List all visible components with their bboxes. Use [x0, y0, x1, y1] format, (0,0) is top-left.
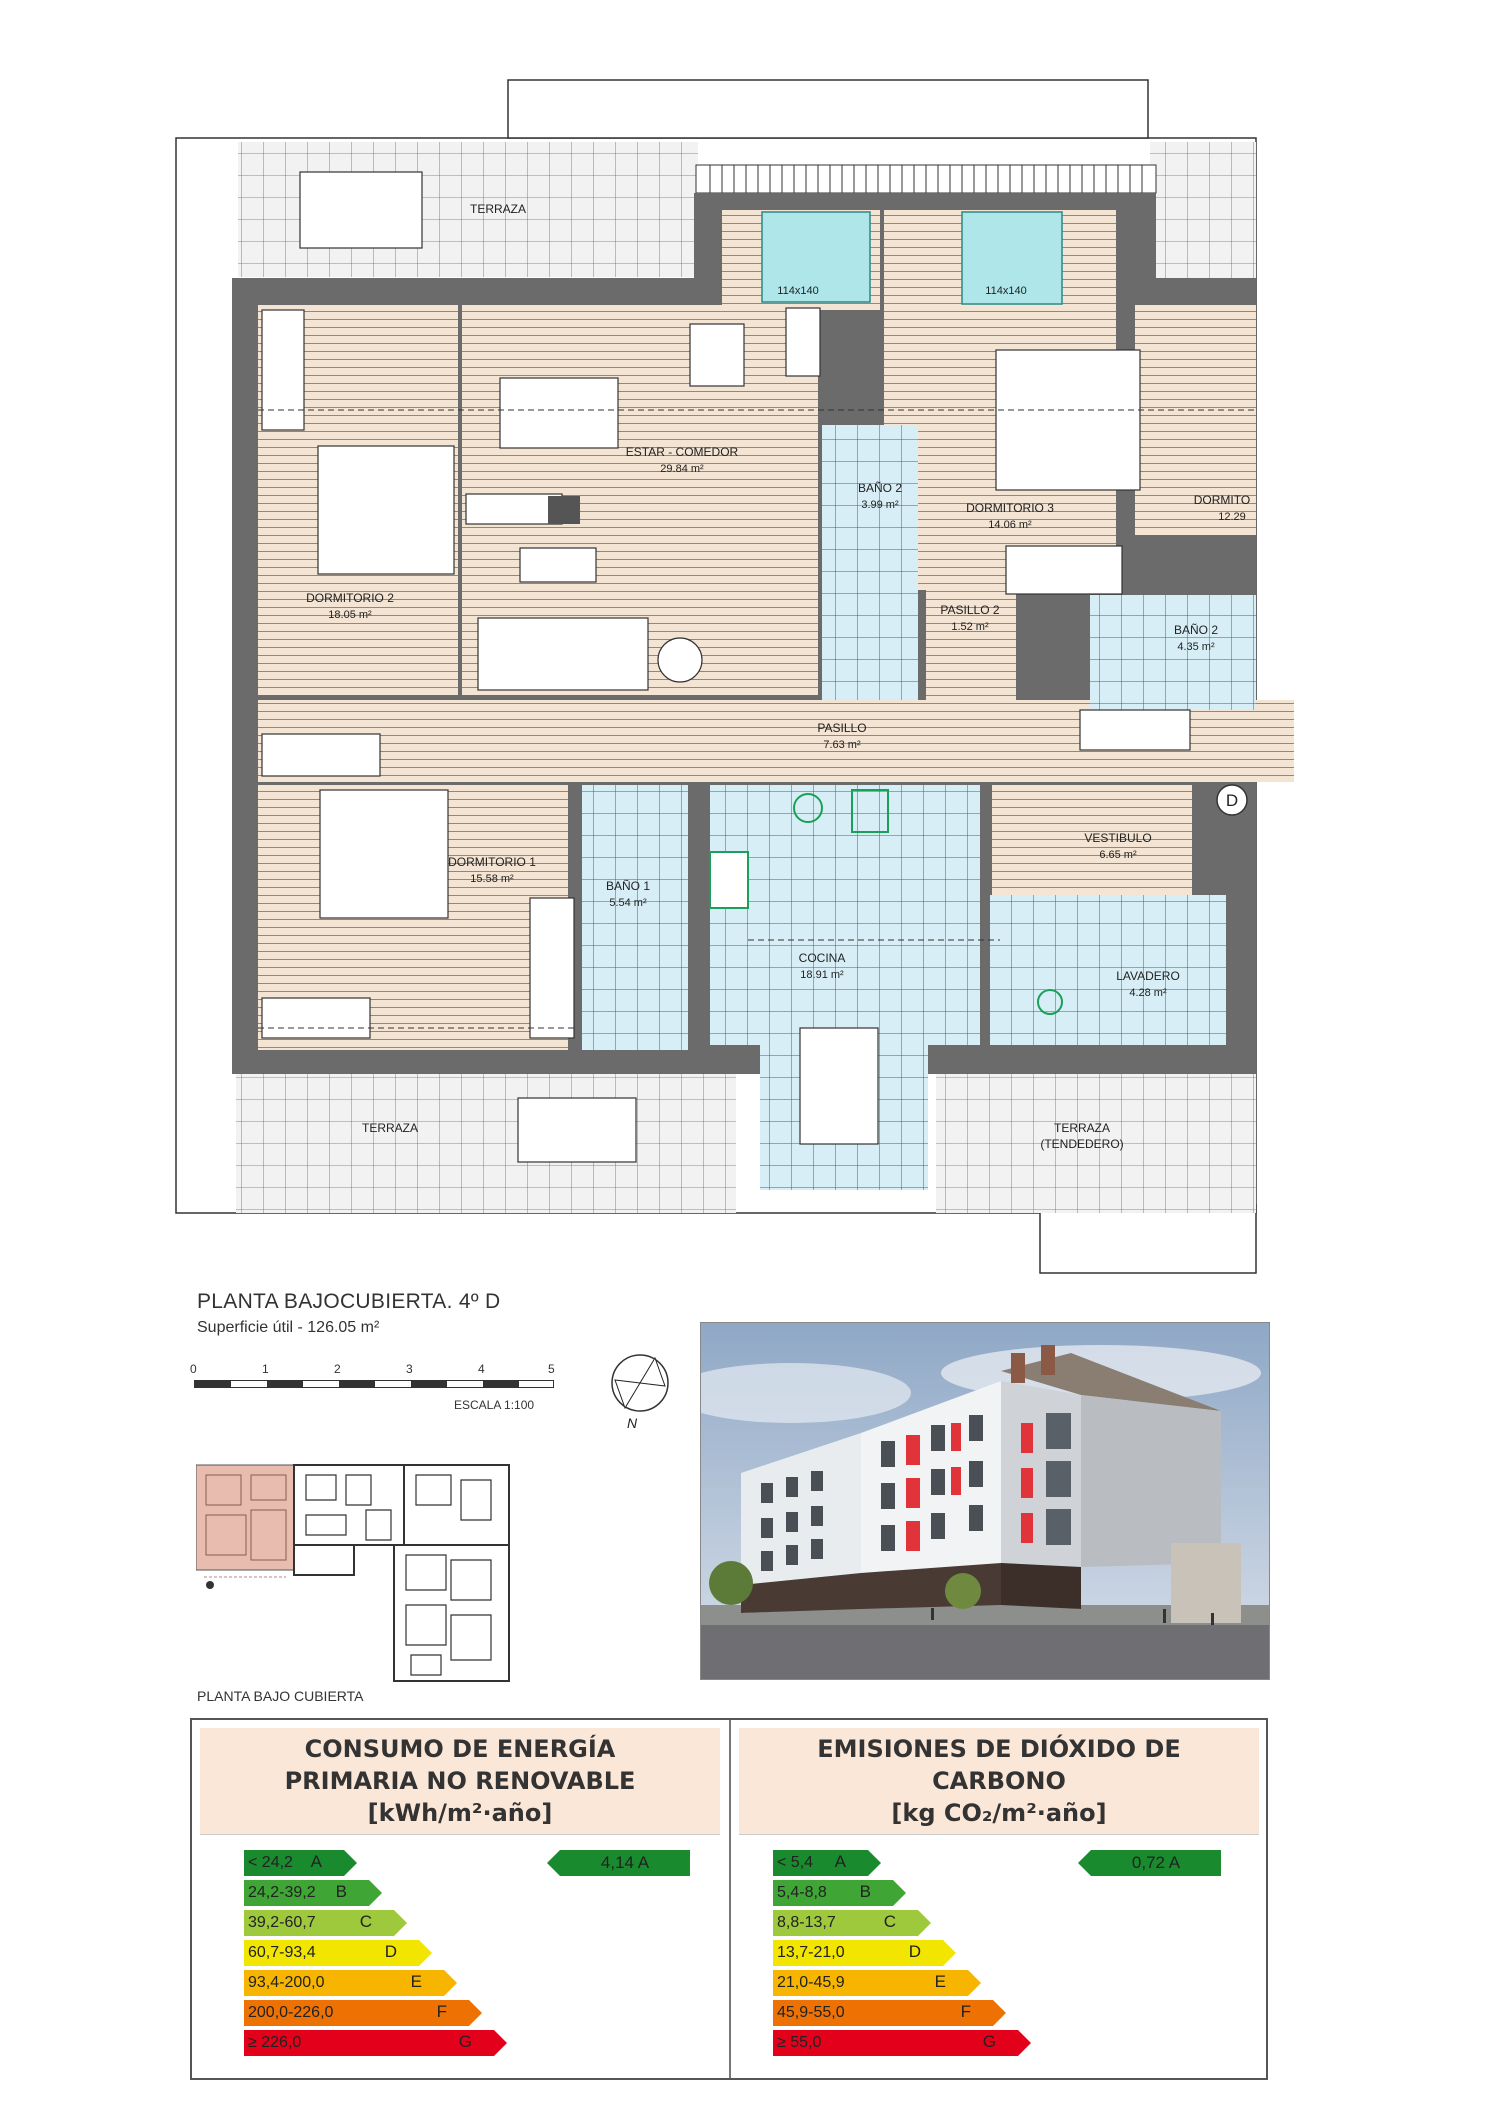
rating-range: 200,0-226,0 — [248, 2004, 334, 2021]
scale-tick: 4 — [478, 1362, 485, 1376]
rating-bar-a — [244, 1850, 344, 1876]
header-line: PRIMARIA NO RENOVABLE — [284, 1767, 636, 1795]
room-name: PASILLO — [817, 721, 867, 735]
room-name: LAVADERO — [1116, 969, 1180, 983]
energy-consumption-header — [200, 1728, 720, 1835]
skylight-label: 114x140 — [985, 285, 1027, 297]
rating-letter: A — [310, 1852, 322, 1871]
room-name: COCINA — [798, 951, 846, 965]
energy-certificate — [190, 1718, 1268, 2080]
room-area: 15.58 m² — [470, 873, 514, 885]
rating-range: 45,9-55,0 — [777, 2004, 845, 2021]
header-line: CARBONO — [932, 1767, 1066, 1795]
room-name: DORMITORIO 3 — [966, 501, 1054, 515]
rating-range: 13,7-21,0 — [777, 1944, 845, 1961]
room-area: 6.65 m² — [1099, 849, 1137, 861]
rating-letter: B — [859, 1882, 871, 1901]
key-plan — [196, 1455, 516, 1683]
scale-tick: 1 — [262, 1362, 269, 1376]
co2-emissions-value: 0,72 A — [1091, 1850, 1221, 1876]
room-name: ESTAR - COMEDOR — [625, 445, 739, 459]
header-line: [kg CO₂/m²·año] — [891, 1799, 1107, 1827]
room-area: 1.52 m² — [951, 621, 989, 633]
room-name: TERRAZA — [1053, 1121, 1111, 1135]
rating-letter: F — [960, 2002, 971, 2021]
header-line: CONSUMO DE ENERGÍA — [304, 1735, 616, 1763]
room-name: TERRAZA — [361, 1121, 419, 1135]
north-label: N — [627, 1415, 638, 1431]
energy-consumption-value: 4,14 A — [560, 1850, 690, 1876]
scale-bar — [190, 1362, 560, 1422]
rating-range: 21,0-45,9 — [777, 1974, 845, 1991]
scale-label: ESCALA 1:100 — [454, 1398, 535, 1412]
plan-subtitle: Superficie útil - 126.05 m² — [197, 1319, 380, 1336]
room-area: 7.63 m² — [823, 739, 861, 751]
rating-range: 8,8-13,7 — [777, 1914, 836, 1931]
north-arrow-icon — [605, 1348, 675, 1432]
header-line: EMISIONES DE DIÓXIDO DE — [817, 1735, 1181, 1763]
rating-bar-e — [773, 1970, 968, 1996]
room-area: 4.28 m² — [1129, 987, 1167, 999]
scale-tick: 5 — [548, 1362, 555, 1376]
room-name: TERRAZA — [469, 202, 527, 216]
rating-letter: C — [883, 1912, 896, 1931]
room-area: 18.05 m² — [328, 609, 372, 621]
room-area: 5.54 m² — [609, 897, 647, 909]
rating-bar-b — [773, 1880, 893, 1906]
room-name: DORMITO — [1193, 493, 1251, 507]
header-line: [kWh/m²·año] — [367, 1799, 553, 1827]
room-name: DORMITORIO 2 — [306, 591, 394, 605]
rating-range: 60,7-93,4 — [248, 1944, 316, 1961]
room-name: DORMITORIO 1 — [448, 855, 536, 869]
co2-emissions-header — [739, 1728, 1259, 1835]
rating-letter: E — [410, 1972, 422, 1991]
rating-range: ≥ 55,0 — [777, 2034, 822, 2051]
door-marker-label: D — [1225, 791, 1239, 810]
room-name: PASILLO 2 — [940, 603, 1000, 617]
rating-bar-d — [773, 1940, 943, 1966]
scale-tick: 3 — [406, 1362, 413, 1376]
room-area: 4.35 m² — [1177, 641, 1215, 653]
room-area: (TENDEDERO) — [1040, 1137, 1124, 1151]
rating-bar-g — [244, 2030, 494, 2056]
scale-tick: 0 — [190, 1362, 197, 1376]
rating-letter: G — [458, 2032, 472, 2051]
rating-bar-e — [244, 1970, 444, 1996]
rating-range: 5,4-8,8 — [777, 1884, 827, 1901]
rating-range: 93,4-200,0 — [248, 1974, 325, 1991]
rating-letter: D — [908, 1942, 921, 1961]
rating-range: < 24,2 — [248, 1854, 293, 1871]
rating-letter: E — [934, 1972, 946, 1991]
rating-letter: G — [982, 2032, 996, 2051]
rating-letter: C — [359, 1912, 372, 1931]
keyplan-label: PLANTA BAJO CUBIERTA — [197, 1688, 364, 1704]
rating-range: 24,2-39,2 — [248, 1884, 316, 1901]
building-render — [700, 1322, 1270, 1680]
rating-bar-c — [773, 1910, 918, 1936]
co2-emissions-panel — [731, 1720, 1267, 2078]
room-name: BAÑO 2 — [857, 481, 903, 495]
energy-consumption-panel — [192, 1720, 728, 2078]
room-area: 12.29 — [1218, 511, 1246, 523]
rating-letter: A — [834, 1852, 846, 1871]
room-area: 3.99 m² — [861, 499, 899, 511]
rating-range: 39,2-60,7 — [248, 1914, 316, 1931]
room-area: 29.84 m² — [660, 463, 704, 475]
rating-bar-b — [244, 1880, 369, 1906]
skylight-label: 114x140 — [777, 285, 819, 297]
rating-bar-c — [244, 1910, 394, 1936]
rating-range: < 5,4 — [777, 1854, 814, 1871]
rating-bar-f — [244, 2000, 469, 2026]
scale-graphic — [194, 1380, 554, 1388]
rating-letter: F — [436, 2002, 447, 2021]
rating-bar-g — [773, 2030, 1018, 2056]
rating-letter: D — [384, 1942, 397, 1961]
room-area: 14.06 m² — [988, 519, 1032, 531]
rating-bar-d — [244, 1940, 419, 1966]
room-name: BAÑO 2 — [1173, 623, 1219, 637]
rating-range: ≥ 226,0 — [248, 2034, 302, 2051]
room-area: 18.91 m² — [800, 969, 844, 981]
rating-letter: B — [335, 1882, 347, 1901]
rating-bar-f — [773, 2000, 993, 2026]
scale-tick: 2 — [334, 1362, 341, 1376]
room-name: VESTIBULO — [1084, 831, 1152, 845]
rating-bar-a — [773, 1850, 868, 1876]
plan-title: PLANTA BAJOCUBIERTA. 4º D — [197, 1290, 501, 1313]
room-name: BAÑO 1 — [605, 879, 651, 893]
